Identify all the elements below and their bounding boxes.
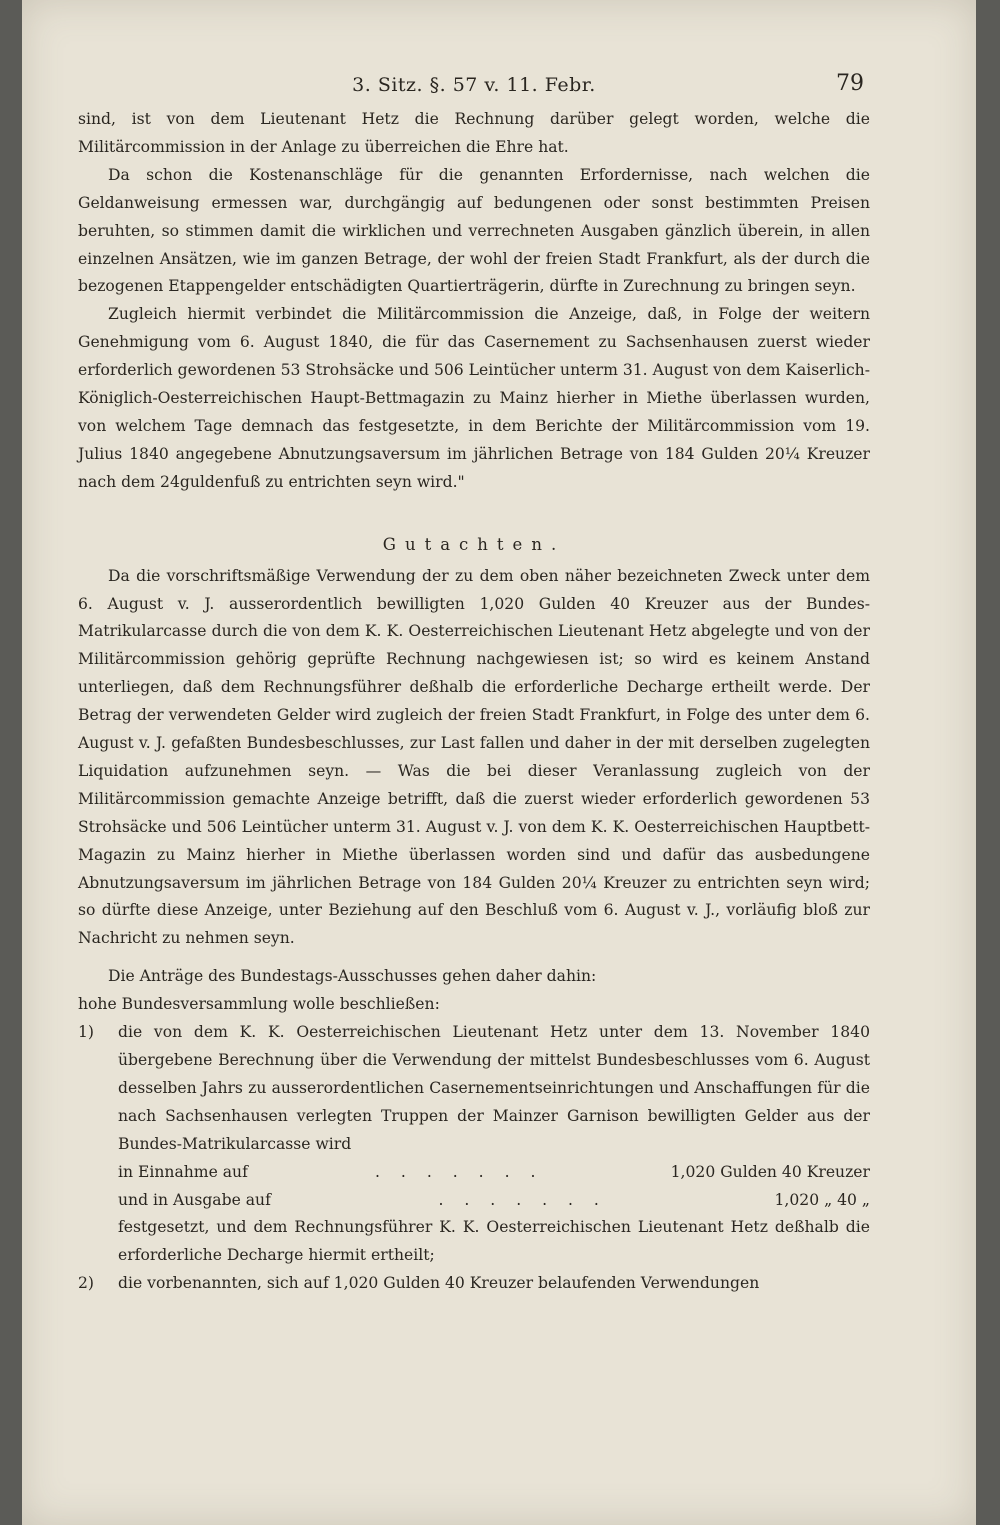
item-text: die von dem K. K. Oesterreichischen Lieutenant Hetz unter dem 13. November 1840 übergebene Berechnung über die Verwendung der mittelst Bundesbeschlusses vom 6. August desselben Jahrs zu ausserordentlichen Casernementseinrichtungen und Anschaffungen für die nach Sachsenhausen verlegten Truppen der Mainzer Garnison bewilligten Gelder aus der Bundes-Matrikularcasse wird xyxy=(118,1023,870,1153)
expense-label: und in Ausgabe auf xyxy=(118,1190,271,1209)
item-tail: festgesetzt, und dem Rechnungsführer K. K. Oesterreichischen Lieutenant Hetz deßhalb die erforderliche Decharge hiermit ertheilt; xyxy=(118,1218,870,1265)
list-item xyxy=(78,1270,870,1298)
running-title: 3. Sitz. §. 57 v. 11. Febr. xyxy=(352,74,596,96)
expense-dots: . . . . . . . xyxy=(438,1190,607,1209)
motion-intro: Die Anträge des Bundestags-Ausschusses gehen daher dahin: xyxy=(108,967,597,986)
income-label: in Einnahme auf xyxy=(118,1162,248,1181)
item-number: 1) xyxy=(78,1023,95,1042)
page-text xyxy=(78,64,870,1298)
income-line xyxy=(118,1159,870,1187)
page-number: 79 xyxy=(836,71,864,96)
list-item xyxy=(78,1019,870,1270)
item-number: 2) xyxy=(78,1274,95,1293)
paragraph-cost-estimate: Da schon die Kostenanschläge für die genannten Erfordernisse, nach welchen die Geldanweisung ermessen war, durchgängig auf bedungenen oder sonst bestimmten Preisen beruhten, so stimmen damit die wirklichen und verrechneten Ausgaben gänzlich überein, in allen einzelnen Ansätzen, wie im ganzen Betrage, der wohl der freien Stadt Frankfurt, als der durch die bezogenen Etappengelder entschädigten Quartierträgerin, dürfte in Zurechnung zu bringen seyn. xyxy=(78,165,870,296)
section-heading: Gutachten. xyxy=(382,534,566,554)
income-amount: 1,020 Gulden 40 Kreuzer xyxy=(670,1162,870,1181)
paragraph-opinion: Da die vorschriftsmäßige Verwendung der zu dem oben näher bezeichneten Zweck unter dem 6. August v. J. ausserordentlich bewilligten 1,020 Gulden 40 Kreuzer aus der Bundes-Matrikularcasse durch die von dem K. K. Oesterreichischen Lieutenant Hetz abgelegte und von der Militärcommission gehörig geprüfte Rechnung nachgewiesen ist; so wird es keinem Anstand unterliegen, daß dem Rechnungsführer deßhalb die erforderliche Decharge ertheilt werde. Der Betrag der verwendeten Gelder wird zugleich der freien Stadt Frankfurt, in Folge des unter dem 6. August v. J. gefaßten Bundesbeschlusses, zur Last fallen und daher in der mit derselben zugelegten Liquidation aufzunehmen seyn. — Was die bei dieser Veranlassung zugleich von der Militärcommission gemachte Anzeige betrifft, daß die zuerst wieder erforderlich gewordenen 53 Strohsäcke und 506 Leintücher unterm 31. August v. J. von dem K. K. Oesterreichischen Hauptbett-Magazin zu Mainz hierher in Miethe überlassen worden sind und dafür das ausbedungene Abnutzungsaversum im jährlichen Betrage von 184 Gulden 20¼ Kreuzer zu entrichten seyn wird; so dürfte diese Anzeige, unter Beziehung auf den Beschluß vom 6. August v. J., vorläufig bloß zur Nachricht zu nehmen seyn. xyxy=(78,566,870,948)
page-header xyxy=(78,64,870,106)
paragraph-notice: Zugleich hiermit verbindet die Militärcommission die Anzeige, daß, in Folge der weitern Genehmigung vom 6. August 1840, die für das Casernement zu Sachsenhausen zuerst wieder erforderlich gewordenen 53 Strohsäcke und 506 Leintücher unterm 31. August von dem Kaiserlich-Königlich-Oesterreichischen Haupt-Bettmagazin zu Mainz hierher in Miethe überlassen wurden, von welchem Tage demnach das festgesetzte, in dem Berichte der Militärcommission vom 19. Julius 1840 angegebene Abnutzungsaversum im jährlichen Betrage von 184 Gulden 20¼ Kreuzer nach dem 24guldenfuß zu entrichten seyn wird." xyxy=(78,305,870,491)
income-dots: . . . . . . . xyxy=(375,1162,544,1181)
scanned-page xyxy=(22,0,976,1525)
expense-line xyxy=(118,1187,870,1215)
paragraph-continuation: sind, ist von dem Lieutenant Hetz die Rechnung darüber gelegt worden, welche die Militärcommission in der Anlage zu überreichen die Ehre hat. xyxy=(78,110,870,156)
motion-resolve: hohe Bundesversammlung wolle beschließen: xyxy=(78,995,440,1014)
item-text: die vorbenannten, sich auf 1,020 Gulden 40 Kreuzer belaufenden Verwendungen xyxy=(118,1274,760,1293)
expense-amount: 1,020 „ 40 „ xyxy=(774,1190,870,1209)
